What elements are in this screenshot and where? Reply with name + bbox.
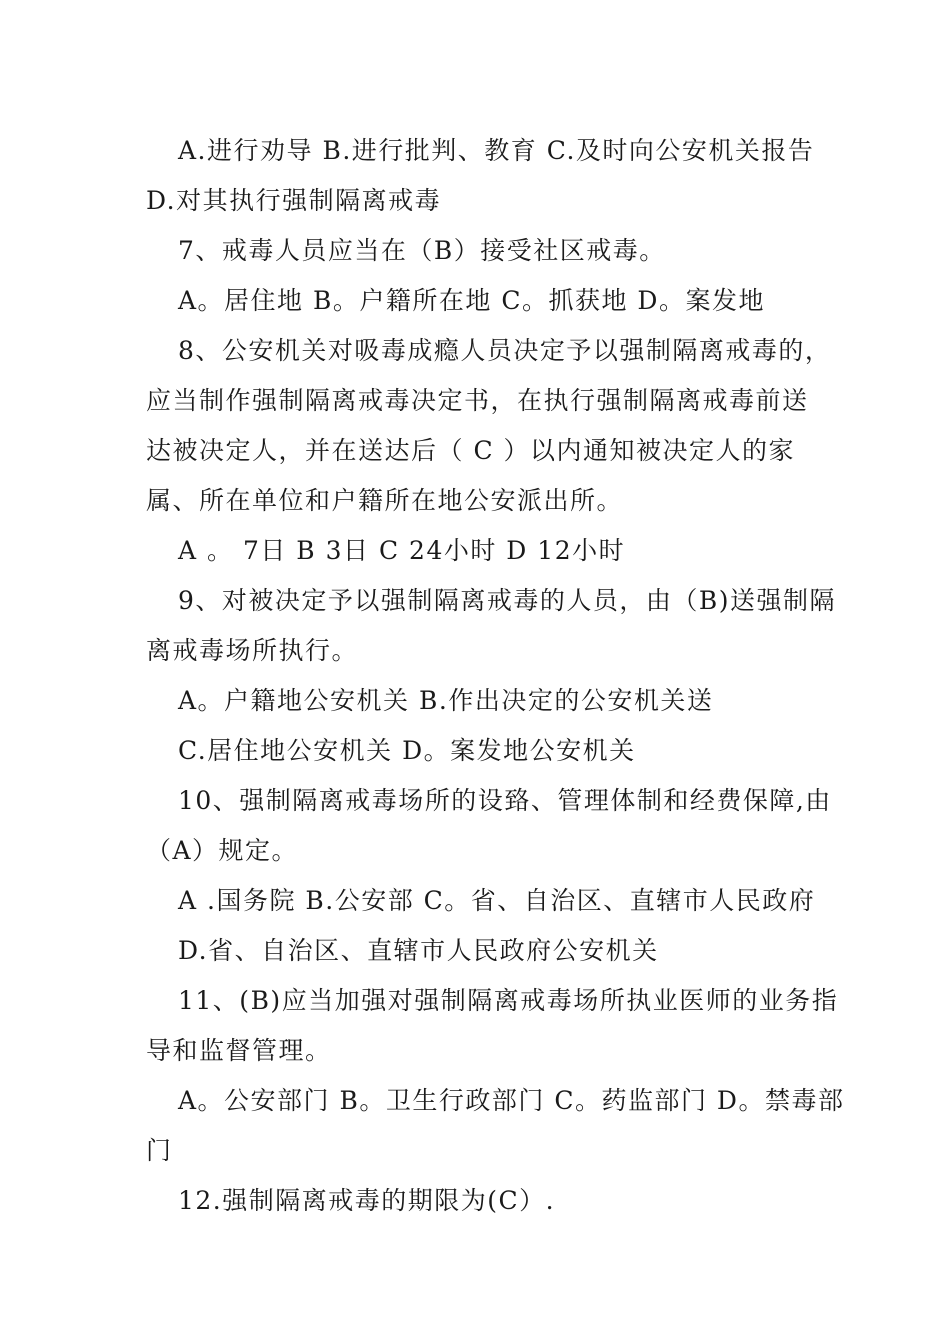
question-9-line-1: 9、对被决定予以强制隔离戒毒的人员，由（B)送强制隔: [178, 586, 837, 615]
options-q8: A 。 7日 B 3日 C 24小时 D 12小时: [178, 536, 626, 565]
question-8-line-4: 属、所在单位和户籍所在地公安派出所。: [146, 486, 624, 515]
question-8-line-3: 达被决定人，并在送达后（ C ）以内通知被决定人的家: [146, 436, 796, 465]
question-11-line-1: 11、(B)应当加强对强制隔离戒毒场所执业医师的业务指: [178, 986, 839, 1015]
options-q11-line-2: 门: [146, 1136, 173, 1165]
options-q9-cd: C.居住地公安机关 D。案发地公安机关: [178, 736, 636, 765]
options-q9-ab: A。户籍地公安机关 B.作出决定的公安机关送: [178, 686, 714, 715]
question-9-line-2: 离戒毒场所执行。: [146, 636, 359, 665]
question-8-line-1: 8、公安机关对吸毒成瘾人员决定予以强制隔离戒毒的，: [178, 336, 832, 365]
options-q7: A。居住地 B。户籍所在地 C。抓获地 D。案发地: [178, 286, 765, 315]
options-q10-d: D.省、自治区、直辖市人民政府公安机关: [178, 936, 659, 965]
option-line-q6-d: D.对其执行强制隔离戒毒: [146, 186, 442, 215]
options-q10-abc: A .国务院 B.公安部 C。省、自治区、直辖市人民政府: [178, 886, 816, 915]
options-q11-line-1: A。公安部门 B。卫生行政部门 C。药监部门 D。禁毒部: [178, 1086, 845, 1115]
option-line-q6-abc: A.进行劝导 B.进行批判、教育 C.及时向公安机关报告: [178, 136, 815, 165]
question-10-line-1: 10、强制隔离戒毒场所的设臵、管理体制和经费保障,由: [178, 786, 832, 815]
question-11-line-2: 导和监督管理。: [146, 1036, 332, 1065]
question-12: 12.强制隔离戒毒的期限为(C）.: [178, 1186, 556, 1215]
question-10-line-2: （A）规定。: [146, 836, 299, 865]
question-7: 7、戒毒人员应当在（B）接受社区戒毒。: [178, 236, 666, 265]
question-8-line-2: 应当制作强制隔离戒毒决定书，在执行强制隔离戒毒前送: [146, 386, 809, 415]
